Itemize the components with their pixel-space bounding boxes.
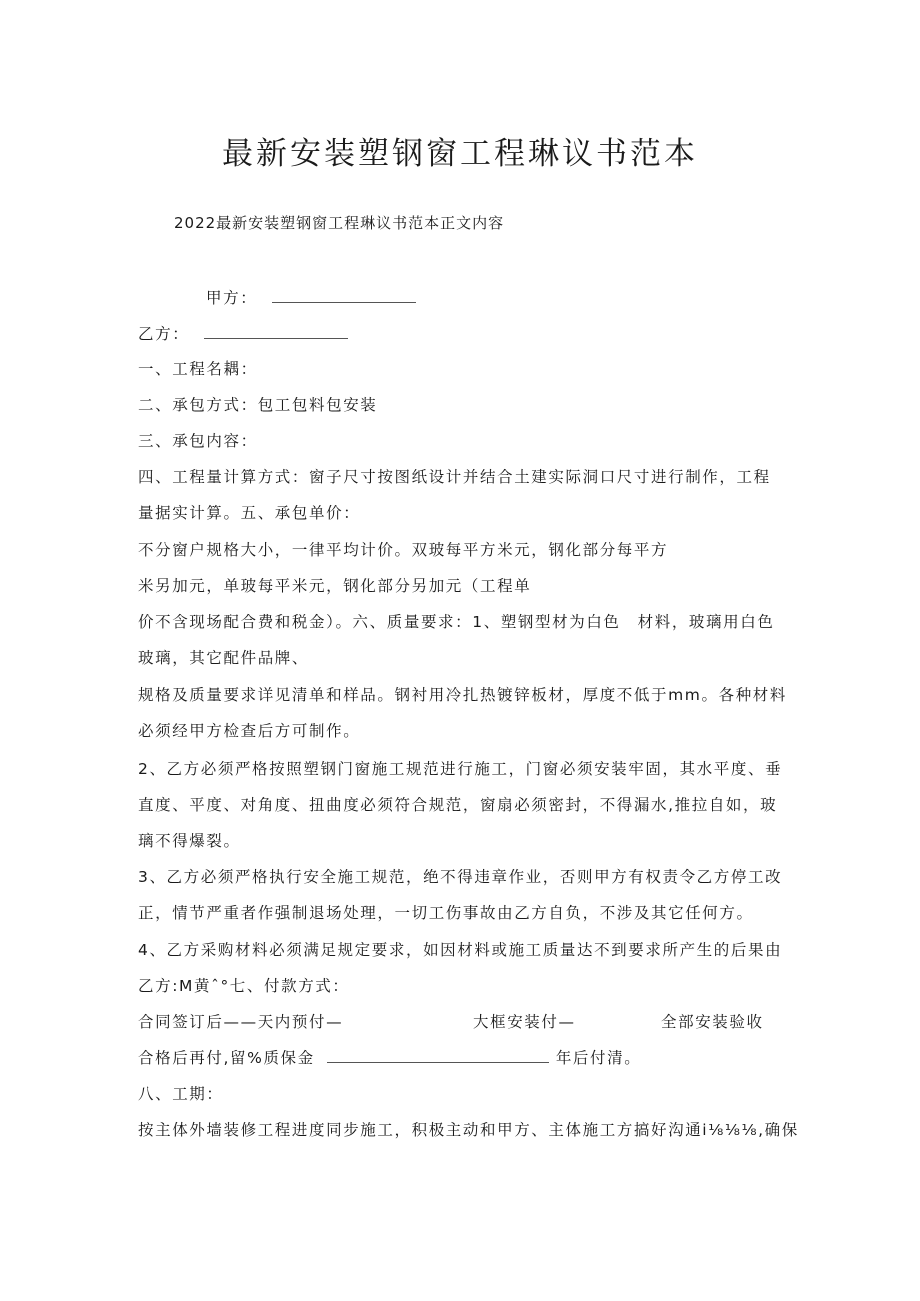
text-line: 四、工程量计算方式：窗子尺寸按图纸设计并结合土建实际洞口尺寸进行制作，工程 [138,468,771,486]
text-line: 量据实计算。五、承包单价： [138,504,361,522]
text-line: 3、乙方必须严格执行安全施工规范，绝不得违章作业，否则甲方有权责令乙方停工改 [138,868,783,886]
text-line: 规格及质量要求详见清单和样品。钢衬用冷扎热镀锌板材，厚度不低于mm。各种材料 [138,686,788,704]
party-b-label: 乙方： [138,325,190,343]
text-line: 正，情节严重者作强制退场处理，一切工伤事故由乙方自负，不涉及其它任何方。 [138,904,754,922]
payment-segment-1: 合同签订后——天内预付— [138,1013,344,1031]
party-a-blank [272,290,416,303]
payment-segment-2: 大框安装付— [473,1013,576,1031]
party-a-line [206,286,416,308]
warranty-line [138,1046,641,1068]
text-line: 4、乙方采购材料必须满足规定要求，如因材料或施工质量达不到要求所产生的后果由 [138,941,783,959]
text-line: 米另加元，单玻每平米元，钢化部分另加元（工程单 [138,577,532,595]
text-line: 2、乙方必须严格按照塑钢门窗施工规范进行施工，门窗必须安装牢固，其水平度、垂 [138,760,783,778]
warranty-blank [327,1050,549,1063]
text-line: 三、承包内容： [138,432,258,450]
payment-segment-3: 全部安装验收 [661,1013,764,1031]
text-line: 价不含现场配合费和税金）。六、质量要求：1、塑钢型材为白色 材料，玻璃用白色 [138,613,775,631]
warranty-text-2: 年后付清。 [555,1049,642,1067]
text-line: 乙方:M黄ˆ°七、付款方式： [138,977,350,995]
document-title: 最新安装塑钢窗工程琳议书范本 [222,136,698,172]
text-line: 直度、平度、对角度、扭曲度必须符合规范，窗扇必须密封，不得漏水,推拉自如，玻 [138,796,778,814]
text-line: 一、工程名耦： [138,360,258,378]
text-line: 璃不得爆裂。 [138,832,241,850]
text-line: 必须经甲方检查后方可制作。 [138,722,361,740]
warranty-text-1: 合格后再付,留%质保金 [138,1049,315,1067]
text-line: 玻璃，其它配件品牌、 [138,649,310,667]
text-line: 二、承包方式：包工包料包安装 [138,396,378,414]
document-subtitle: 2022最新安装塑钢窗工程琳议书范本正文内容 [174,214,505,232]
text-line: 按主体外墙装修工程进度同步施工，积极主动和甲方、主体施工方搞好沟通i⅛⅛⅛,确保 [138,1121,799,1139]
text-line: 八、工期： [138,1085,224,1103]
party-b-line [138,322,348,344]
text-line: 不分窗户规格大小，一律平均计价。双玻每平方米元，钢化部分每平方 [138,541,669,559]
party-b-blank [204,326,348,339]
party-a-label: 甲方： [206,289,258,307]
